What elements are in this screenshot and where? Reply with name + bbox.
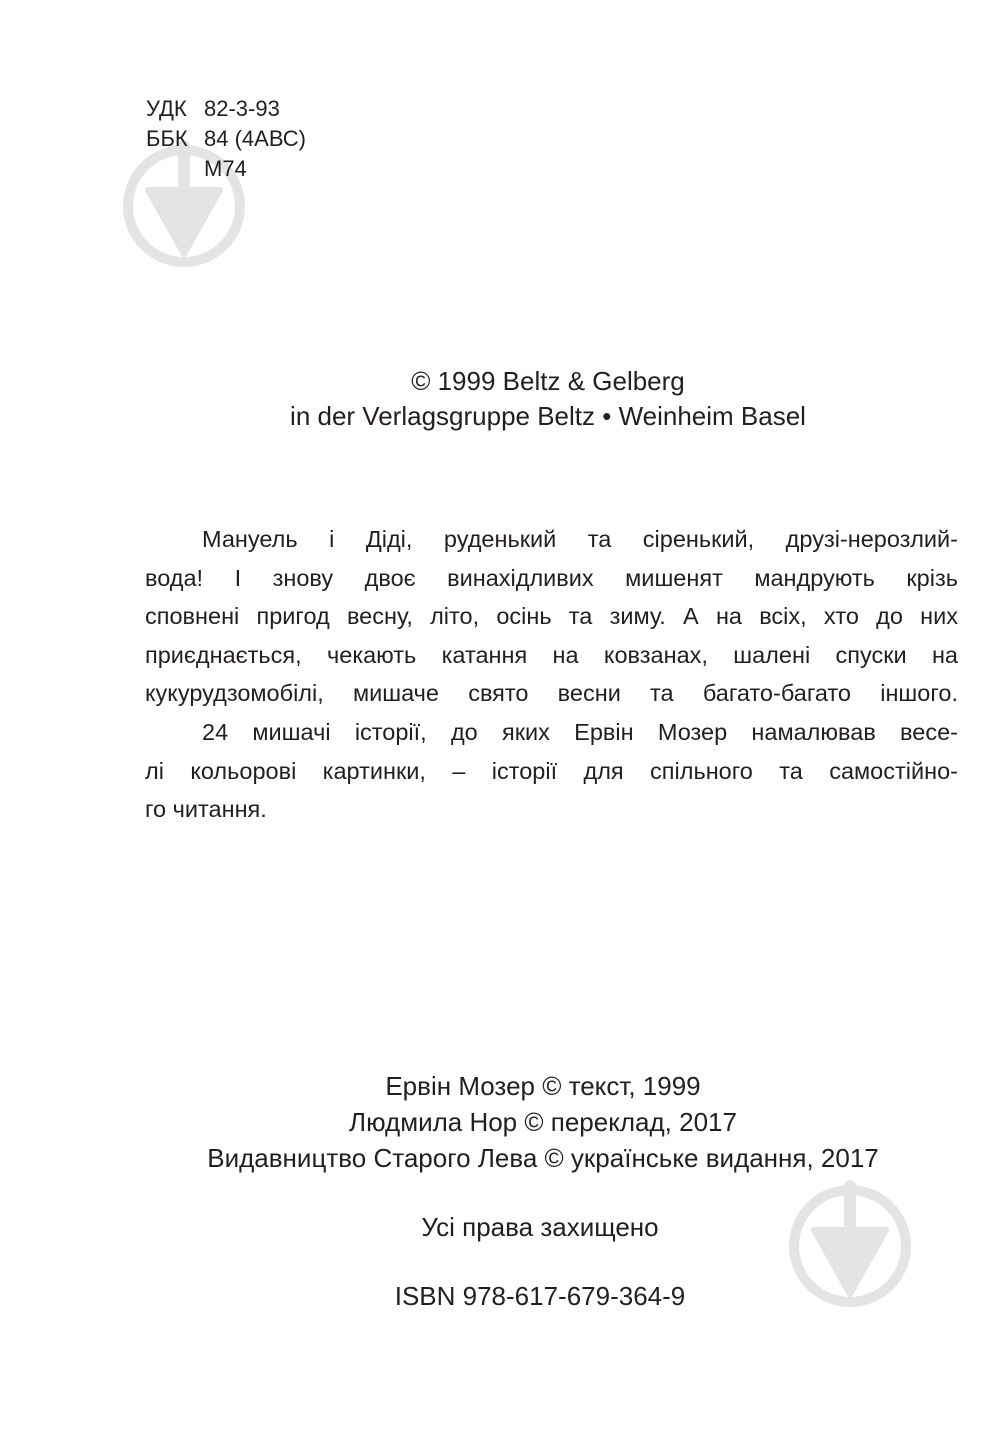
copyright-line: in der Verlagsgruppe Beltz • Weinheim Basel	[290, 401, 806, 431]
annotation-line: вода! І знову двоє винахідливих мишенят мандрують крізь	[145, 564, 958, 591]
annotation-line: кукурудзомобілі, мишаче свято весни та багато-багато іншого.	[145, 680, 958, 707]
isbn: ISBN 978-617-679-364-9	[394, 1281, 686, 1311]
annotation-line: го читання.	[145, 796, 267, 823]
credits	[0, 1068, 1000, 1176]
udk-value: 82-3-93	[204, 96, 280, 121]
credit-line: Людмила Нор © переклад, 2017	[349, 1107, 737, 1137]
annotation-line: Мануель і Діді, руденький та сіренький, друзі-нерозлий-	[202, 526, 958, 552]
credit-line: Видавництво Старого Лева © українське видання, 2017	[207, 1143, 879, 1173]
rights-notice: Усі права захищено	[421, 1212, 659, 1242]
annotation	[145, 520, 958, 829]
bbk-label: ББК	[146, 126, 188, 151]
copyright-line: © 1999 Beltz & Gelberg	[411, 366, 685, 396]
annotation-line: приєднається, чекають катання на ковзанах, шалені спуски на	[145, 641, 958, 668]
annotation-line: сповнені пригод весну, літо, осінь та зиму. А на всіх, хто до них	[145, 603, 958, 630]
author-mark: М74	[204, 156, 247, 181]
bbk-value: 84 (4АВС)	[204, 126, 306, 151]
annotation-line: 24 мишачі історії, до яких Ервін Мозер намалював весе-	[202, 718, 958, 745]
annotation-line: лі кольорові картинки, – історії для спільного та самостійно-	[145, 757, 958, 784]
original-copyright	[0, 364, 1000, 434]
classification-block	[146, 94, 306, 184]
udk-label: УДК	[146, 96, 187, 121]
credit-line: Ервін Мозер © текст, 1999	[385, 1071, 701, 1101]
